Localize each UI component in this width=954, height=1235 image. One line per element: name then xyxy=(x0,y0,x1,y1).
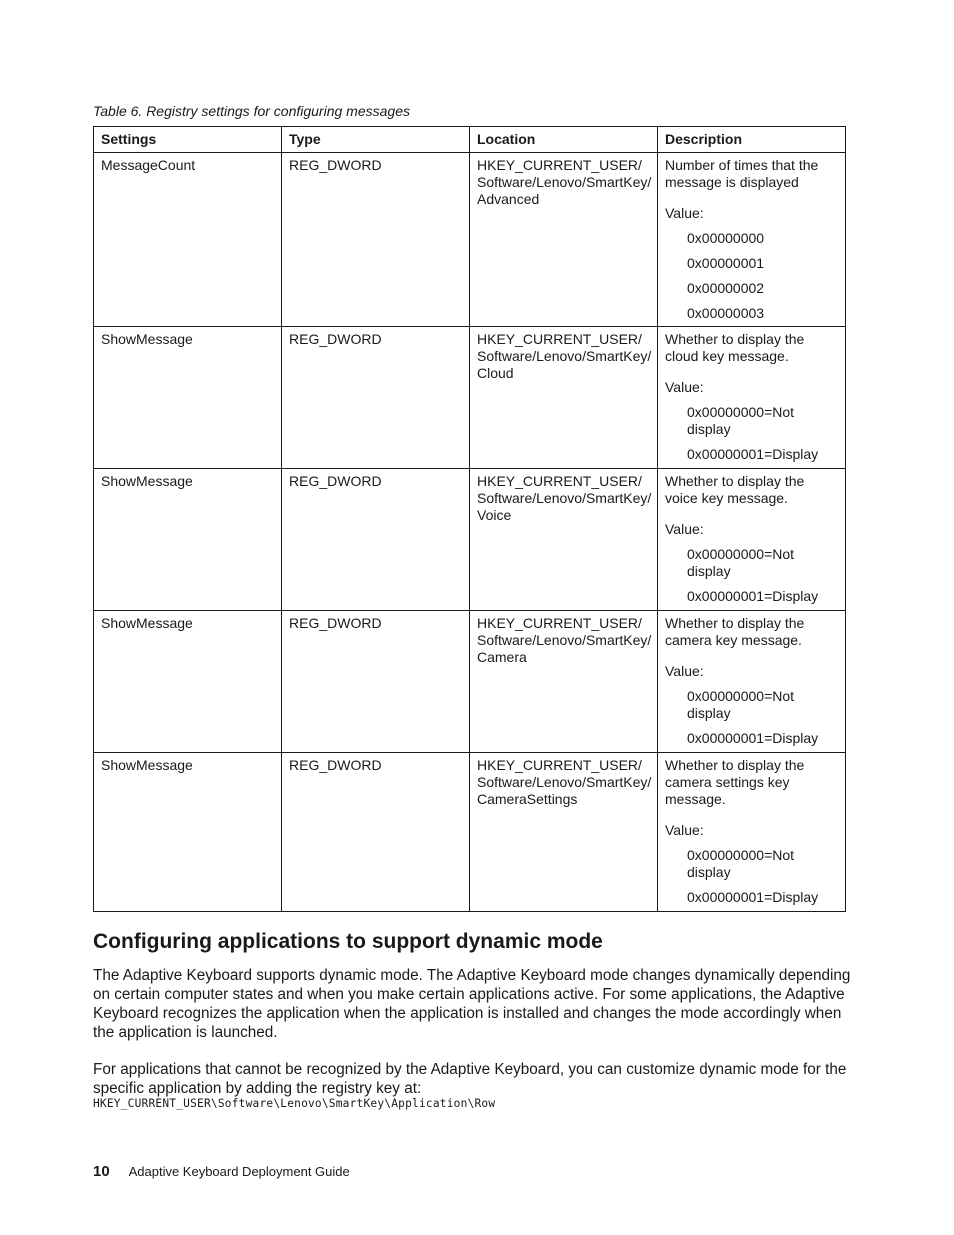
value-label: Value: xyxy=(665,663,704,679)
location-line: Software/Lenovo/SmartKey/ xyxy=(477,174,652,190)
table-row xyxy=(94,469,846,611)
value-option: 0x00000000=Not display xyxy=(687,404,795,437)
value-label: Value: xyxy=(665,822,704,838)
table-row xyxy=(94,327,846,469)
description-text: Whether to display the camera key message. xyxy=(665,615,805,648)
value-option: 0x00000001=Display xyxy=(687,446,819,462)
type-cell: REG_DWORD xyxy=(282,469,470,611)
location-cell xyxy=(470,611,658,753)
location-line: HKEY_CURRENT_USER/ xyxy=(477,157,642,173)
table-row xyxy=(94,611,846,753)
value-option: 0x00000000=Not display xyxy=(687,546,795,579)
column-header-settings: Settings xyxy=(94,127,282,153)
value-option: 0x00000001=Display xyxy=(687,889,819,905)
location-line: CameraSettings xyxy=(477,791,578,807)
body-paragraph: For applications that cannot be recognized by the Adaptive Keyboard, you can customize dynamic mode for the specific application by adding the registry key at: xyxy=(93,1061,847,1097)
location-line: HKEY_CURRENT_USER/ xyxy=(477,615,642,631)
value-option: 0x00000001=Display xyxy=(687,588,819,604)
value-option: 0x00000003 xyxy=(687,305,765,321)
value-option: 0x00000002 xyxy=(687,280,765,296)
description-cell xyxy=(658,753,846,912)
document-title: Adaptive Keyboard Deployment Guide xyxy=(128,1164,350,1179)
table-header-row xyxy=(94,127,846,153)
location-cell xyxy=(470,753,658,912)
body-paragraph: The Adaptive Keyboard supports dynamic mode. The Adaptive Keyboard mode changes dynamically depending on certain computer states and when you make certain applications active. For some applications, the Adaptive Keyboard recognizes the application when the application is installed and changes the mode accordingly when the application is launched. xyxy=(93,967,851,1041)
setting-cell: ShowMessage xyxy=(94,469,282,611)
column-header-location: Location xyxy=(470,127,658,153)
location-line: Cloud xyxy=(477,365,514,381)
value-option: 0x00000000=Not display xyxy=(687,847,795,880)
value-label: Value: xyxy=(665,521,704,537)
value-label: Value: xyxy=(665,205,704,221)
location-line: HKEY_CURRENT_USER/ xyxy=(477,473,642,489)
description-text: Number of times that the message is displayed xyxy=(665,157,819,190)
table-caption: Table 6. Registry settings for configuring messages xyxy=(93,103,410,119)
page-footer xyxy=(93,1163,350,1180)
location-line: Advanced xyxy=(477,191,540,207)
description-cell xyxy=(658,327,846,469)
description-cell xyxy=(658,153,846,327)
description-cell xyxy=(658,469,846,611)
value-option: 0x00000000=Not display xyxy=(687,688,795,721)
value-option: 0x00000001 xyxy=(687,255,765,271)
location-cell xyxy=(470,327,658,469)
value-option: 0x00000001=Display xyxy=(687,730,819,746)
description-text: Whether to display the voice key message. xyxy=(665,473,805,506)
location-line: Camera xyxy=(477,649,527,665)
table-row xyxy=(94,753,846,912)
column-header-type: Type xyxy=(282,127,470,153)
type-cell: REG_DWORD xyxy=(282,327,470,469)
type-cell: REG_DWORD xyxy=(282,153,470,327)
page-number: 10 xyxy=(93,1163,110,1180)
setting-cell: ShowMessage xyxy=(94,753,282,912)
location-line: HKEY_CURRENT_USER/ xyxy=(477,331,642,347)
location-cell xyxy=(470,469,658,611)
setting-cell: MessageCount xyxy=(94,153,282,327)
location-line: HKEY_CURRENT_USER/ xyxy=(477,757,642,773)
location-cell xyxy=(470,153,658,327)
description-cell xyxy=(658,611,846,753)
section-heading: Configuring applications to support dynamic mode xyxy=(93,930,603,953)
location-line: Voice xyxy=(477,507,512,523)
location-line: Software/Lenovo/SmartKey/ xyxy=(477,490,652,506)
description-text: Whether to display the cloud key message. xyxy=(665,331,805,364)
registry-path-code: HKEY_CURRENT_USER\Software\Lenovo\SmartKey\Application\Row xyxy=(93,1097,496,1110)
type-cell: REG_DWORD xyxy=(282,611,470,753)
value-option: 0x00000000 xyxy=(687,230,765,246)
location-line: Software/Lenovo/SmartKey/ xyxy=(477,774,652,790)
setting-cell: ShowMessage xyxy=(94,327,282,469)
column-header-description: Description xyxy=(658,127,846,153)
table-row xyxy=(94,153,846,327)
setting-cell: ShowMessage xyxy=(94,611,282,753)
location-line: Software/Lenovo/SmartKey/ xyxy=(477,348,652,364)
registry-settings-table xyxy=(93,126,846,912)
description-text: Whether to display the camera settings key message. xyxy=(665,757,805,807)
value-label: Value: xyxy=(665,379,704,395)
type-cell: REG_DWORD xyxy=(282,753,470,912)
location-line: Software/Lenovo/SmartKey/ xyxy=(477,632,652,648)
